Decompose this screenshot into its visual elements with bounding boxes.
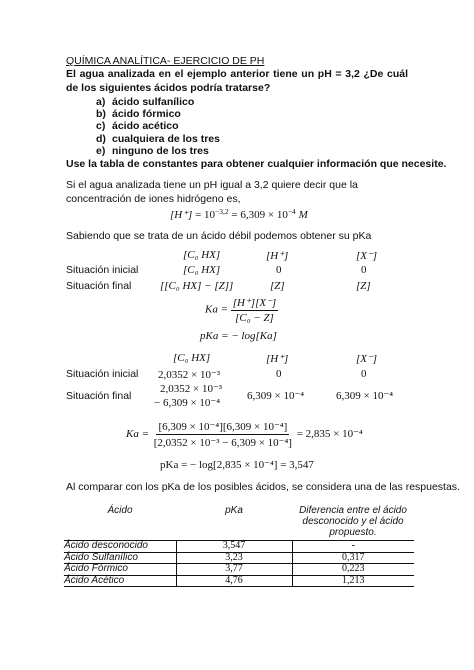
ice2-initial-x: 0 — [361, 368, 367, 380]
ice1-initial-h: 0 — [276, 264, 282, 276]
table-row: Ácido Sulfanílico 3,23 0,317 — [64, 552, 414, 564]
ice2-label-initial: Situación inicial — [66, 368, 139, 380]
ice2-initial-c0: 2,0352 × 10⁻³ — [158, 369, 221, 381]
pka-formula: pKa = − log[Ka] — [200, 330, 277, 342]
ice2-final-h: 6,309 × 10⁻⁴ — [247, 390, 305, 402]
ice1-initial-c0: [C₀ HX] — [183, 264, 221, 276]
ice1-header-c0: [C₀ HX] — [183, 249, 221, 261]
ice1-header-x: [X⁻] — [356, 250, 378, 262]
ice2-label-final: Situación final — [66, 390, 132, 402]
ice2-initial-h: 0 — [276, 368, 282, 380]
instruction-text: Use la tabla de constantes para obtener cualquier información que necesite. — [66, 158, 447, 170]
ice2-header-x: [X⁻] — [356, 353, 378, 365]
table-row: Ácido Fórmico 3,77 0,223 — [64, 564, 414, 576]
ice1-final-h: [Z] — [270, 280, 285, 292]
option-d: d) cualquiera de los tres — [96, 132, 220, 145]
ice1-header-h: [H⁺] — [266, 250, 289, 262]
ka-formula: Ka = $\frac{[H^+][X^-]}{\text{[C₀ − Z]}}$ — [205, 297, 277, 324]
paragraph-weak-acid: Sabiendo que se trata de un ácido débil podemos obtener su pKa — [66, 230, 372, 242]
equation-h-concentration: $[H^+] = 10^{-3,2} = 6,309 \times 10^{-4}$ M — [170, 207, 308, 221]
comparison-table — [64, 505, 414, 587]
table-row: Ácido Acético 4,76 1,213 — [64, 575, 414, 587]
col-header-pka: pKa — [176, 505, 292, 541]
ice1-final-x: [Z] — [356, 280, 371, 292]
table-row: Ácido desconocido 3,547 - — [64, 541, 414, 553]
ice2-final-c0-top: 2,0352 × 10⁻³ — [160, 383, 223, 395]
ice1-initial-x: 0 — [361, 264, 367, 276]
ice2-final-c0-bottom: − 6,309 × 10⁻⁴ — [154, 397, 221, 409]
ka-calculation: Ka = $\frac{\text{[6,309 × 10⁻⁴][6,309 × 10⁻⁴]}}{\text{[2,0352 × 10⁻³ − 6,309 × 10⁻⁴]}}$ = 2,835 × 10⁻⁴ — [126, 421, 363, 449]
question-text: El agua analizada en el ejemplo anterior tiene un pH = 3,2 ¿De cuál de los siguientes ácidos podría tratarse? — [66, 68, 408, 94]
option-b: b) ácido fórmico — [96, 108, 181, 121]
ice1-label-final: Situación final — [66, 280, 132, 292]
col-header-difference: Diferencia entre el ácido desconocido y el ácido propuesto. — [292, 505, 414, 541]
option-a: a) ácido sulfanílico — [96, 96, 195, 108]
ice1-final-c0: [[C₀ HX] − [Z]] — [160, 280, 234, 292]
option-c: c) ácido acético — [96, 120, 179, 133]
option-e: e) ninguno de los tres — [96, 144, 209, 157]
answer-options — [96, 96, 220, 157]
ice2-final-x: 6,309 × 10⁻⁴ — [336, 390, 394, 402]
ice1-label-initial: Situación inicial — [66, 264, 139, 276]
ice2-header-h: [H⁺] — [266, 353, 289, 365]
col-header-acid: Ácido — [64, 505, 176, 541]
pka-calculation: pKa = − log[2,835 × 10⁻⁴] = 3,547 — [160, 459, 314, 471]
paragraph-ph: Si el agua analizada tiene un pH igual a 3,2 quiere decir que la concentración de iones hidrógeno es, — [66, 179, 358, 205]
ice2-header-c0: [C₀ HX] — [173, 352, 211, 364]
paragraph-comparison: Al comparar con los pKa de los posibles ácidos, se considera una de las respuestas. — [66, 481, 460, 493]
page-title: QUÍMICA ANALÍTICA- EJERCICIO DE PH — [66, 55, 265, 67]
table-header-row — [64, 505, 414, 541]
